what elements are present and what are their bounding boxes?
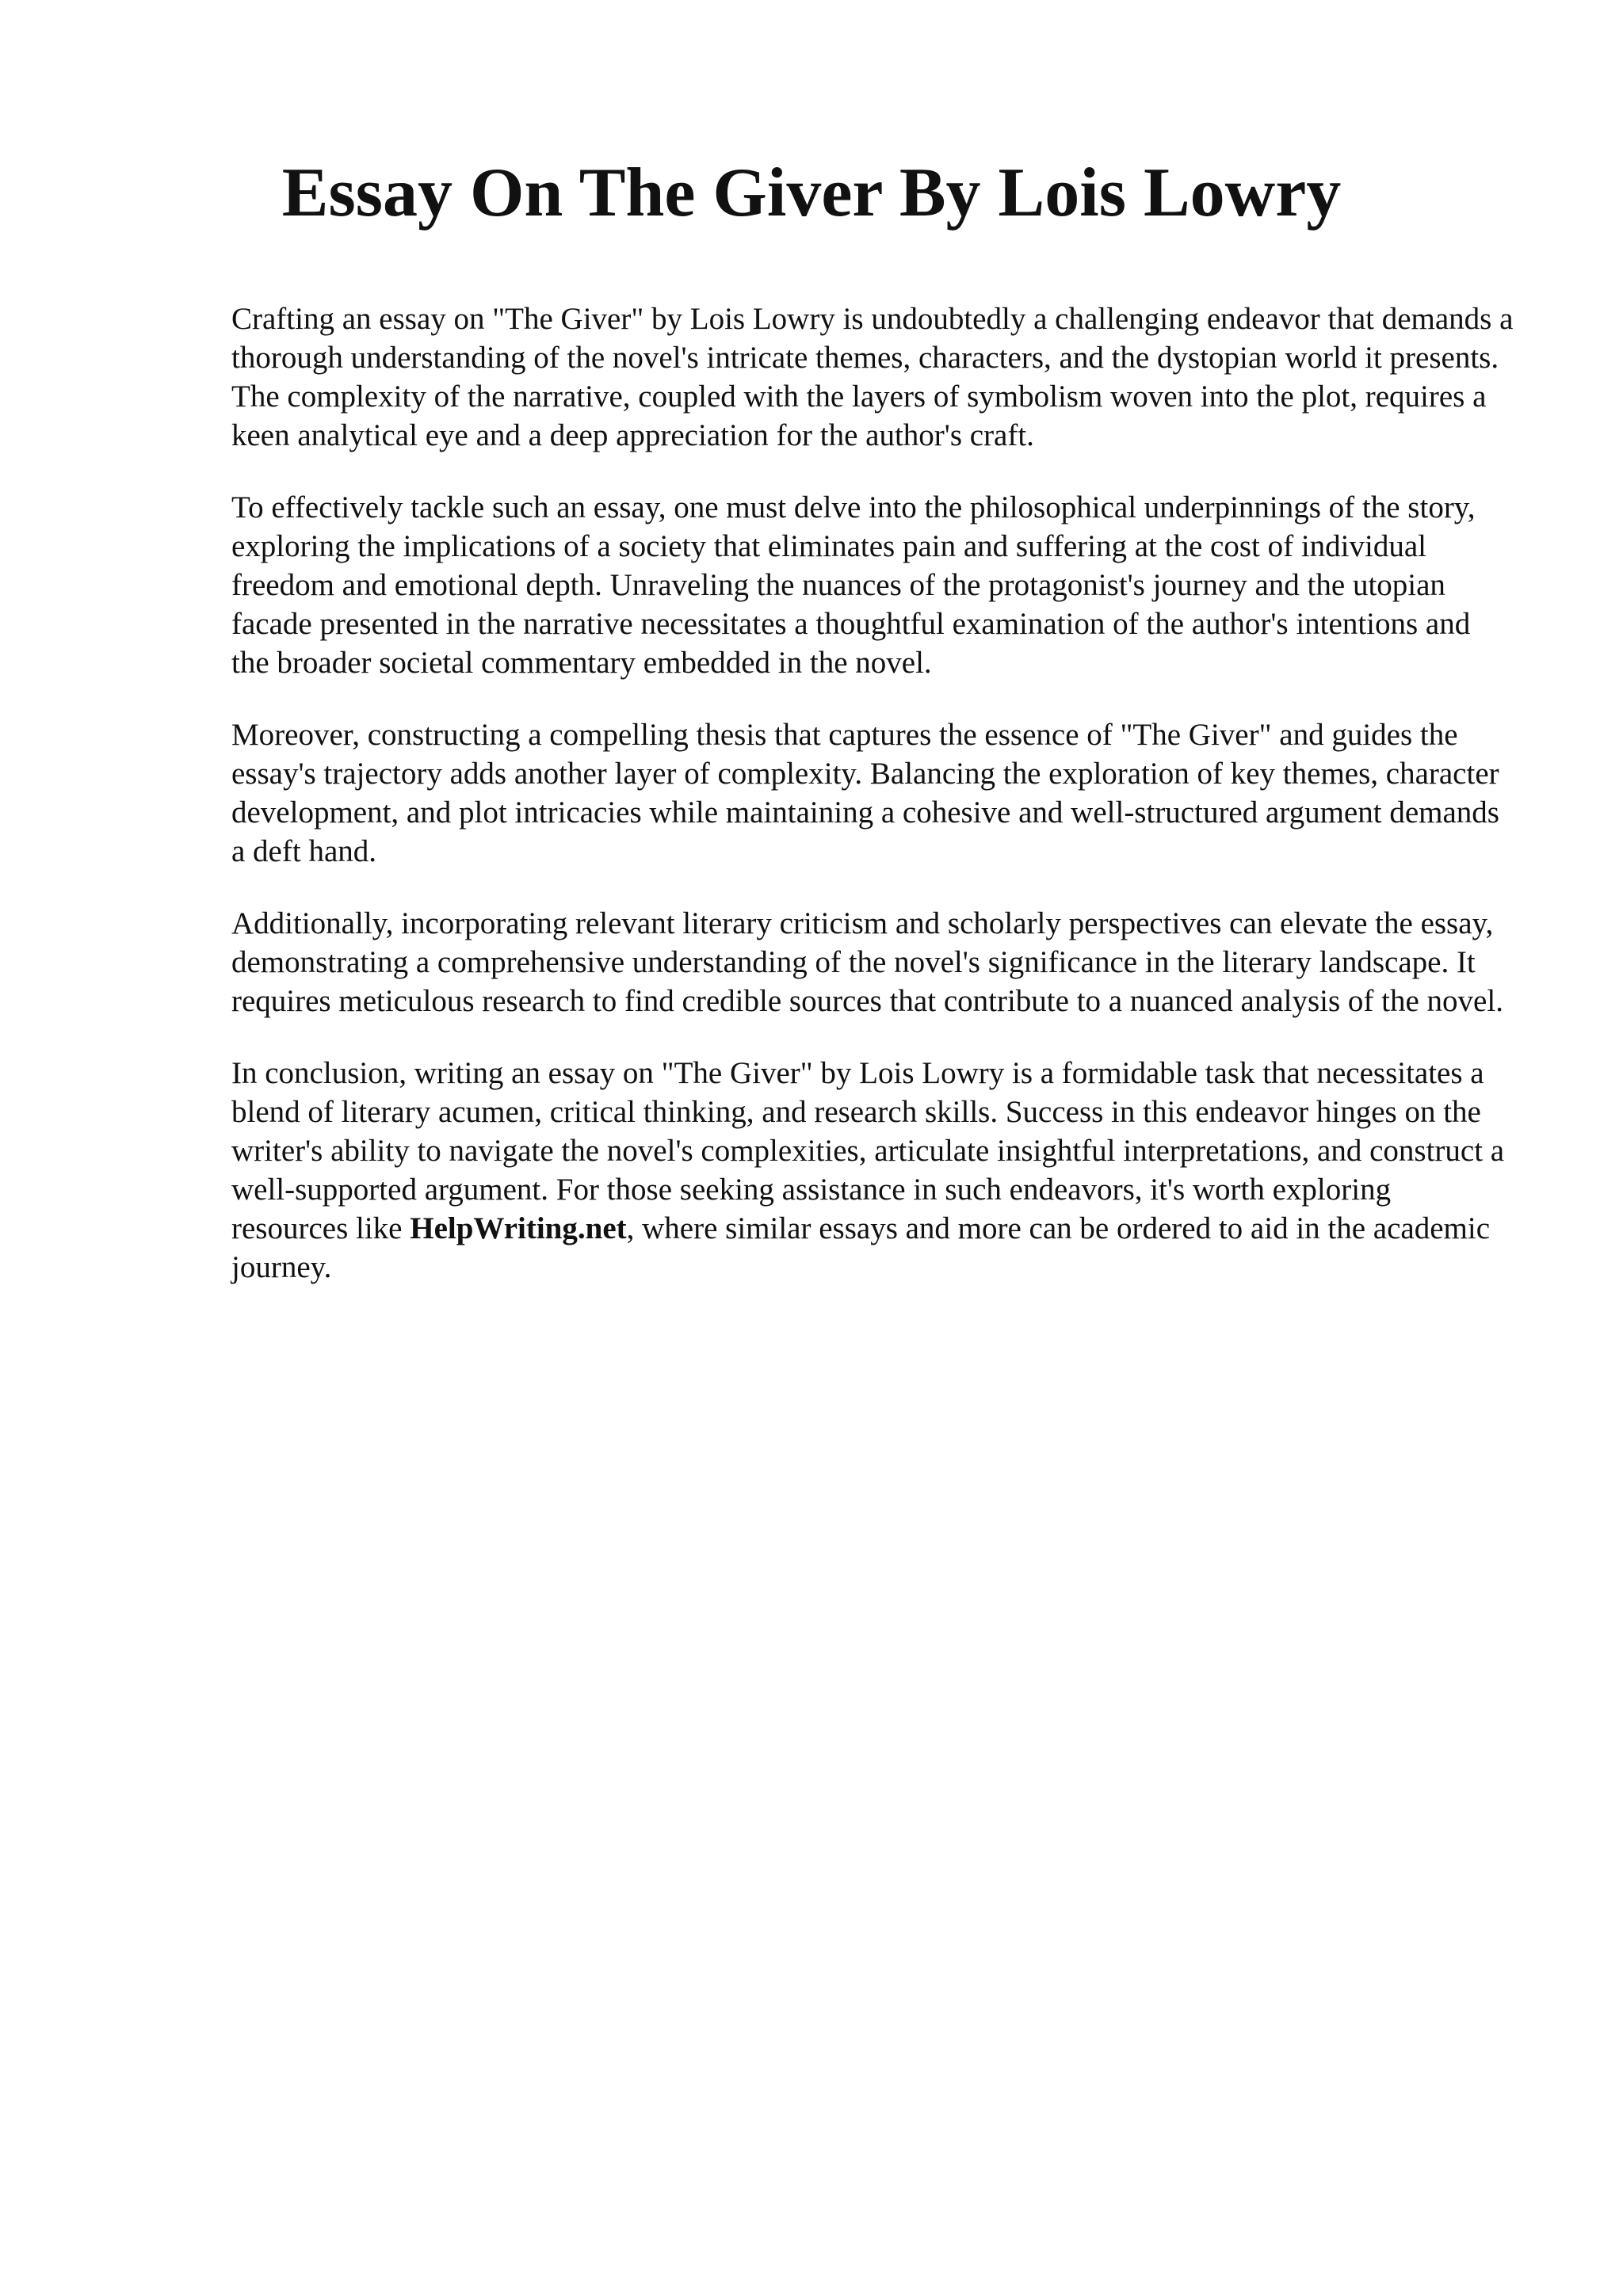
essay-body (231, 299, 1515, 1320)
paragraph-intro: Crafting an essay on "The Giver" by Lois Lowry is undoubtedly a challenging endeavor that demands a thorough understanding of the novel's intricate themes, characters, and the dystopian world it presents. The complexity of the narrative, coupled with the layers of symbolism woven into the plot, requires a keen analytical eye and a deep appreciation for the author's craft. (231, 302, 1514, 452)
paragraph-criticism: Additionally, incorporating relevant literary criticism and scholarly perspectives can elevate the essay, demonstrating a comprehensive understanding of the novel's significance in the literary landscape. It requires meticulous research to find credible sources that contribute to a nuanced analysis of the novel. (231, 906, 1503, 1018)
conclusion-text-before: In conclusion, writing an essay on "The Giver" by Lois Lowry is a formidable task that necessitates a blend of literary acumen, critical thinking, and research skills. Success in this endeavor hinges on the writer's ability to navigate the novel's complexities, articulate insightful interpretations, and construct a well-supported argument. For those seeking assistance in such endeavors, it's worth exploring resources like (231, 1056, 1505, 1245)
helpwriting-link[interactable]: HelpWriting.net (410, 1211, 627, 1245)
page-title: Essay On The Giver By Lois Lowry (281, 154, 1342, 231)
paragraph-conclusion (231, 1054, 1515, 1287)
paragraph-thesis: Moreover, constructing a compelling thesis that captures the essence of "The Giver" and guides the essay's trajectory adds another layer of complexity. Balancing the exploration of key themes, character development, and plot intricacies while maintaining a cohesive and well-structured argument demands a deft hand. (231, 718, 1499, 868)
conclusion-text-after: , where similar essays and more can be ordered to aid in the academic journey. (231, 1211, 1491, 1284)
paragraph-approach: To effectively tackle such an essay, one must delve into the philosophical underpinnings of the story, exploring the implications of a society that eliminates pain and suffering at the cost of individual freedom and emotional depth. Unraveling the nuances of the protagonist's journey and the utopian facade presented in the narrative necessitates a thoughtful examination of the author's intentions and the broader societal commentary embedded in the novel. (231, 490, 1476, 680)
